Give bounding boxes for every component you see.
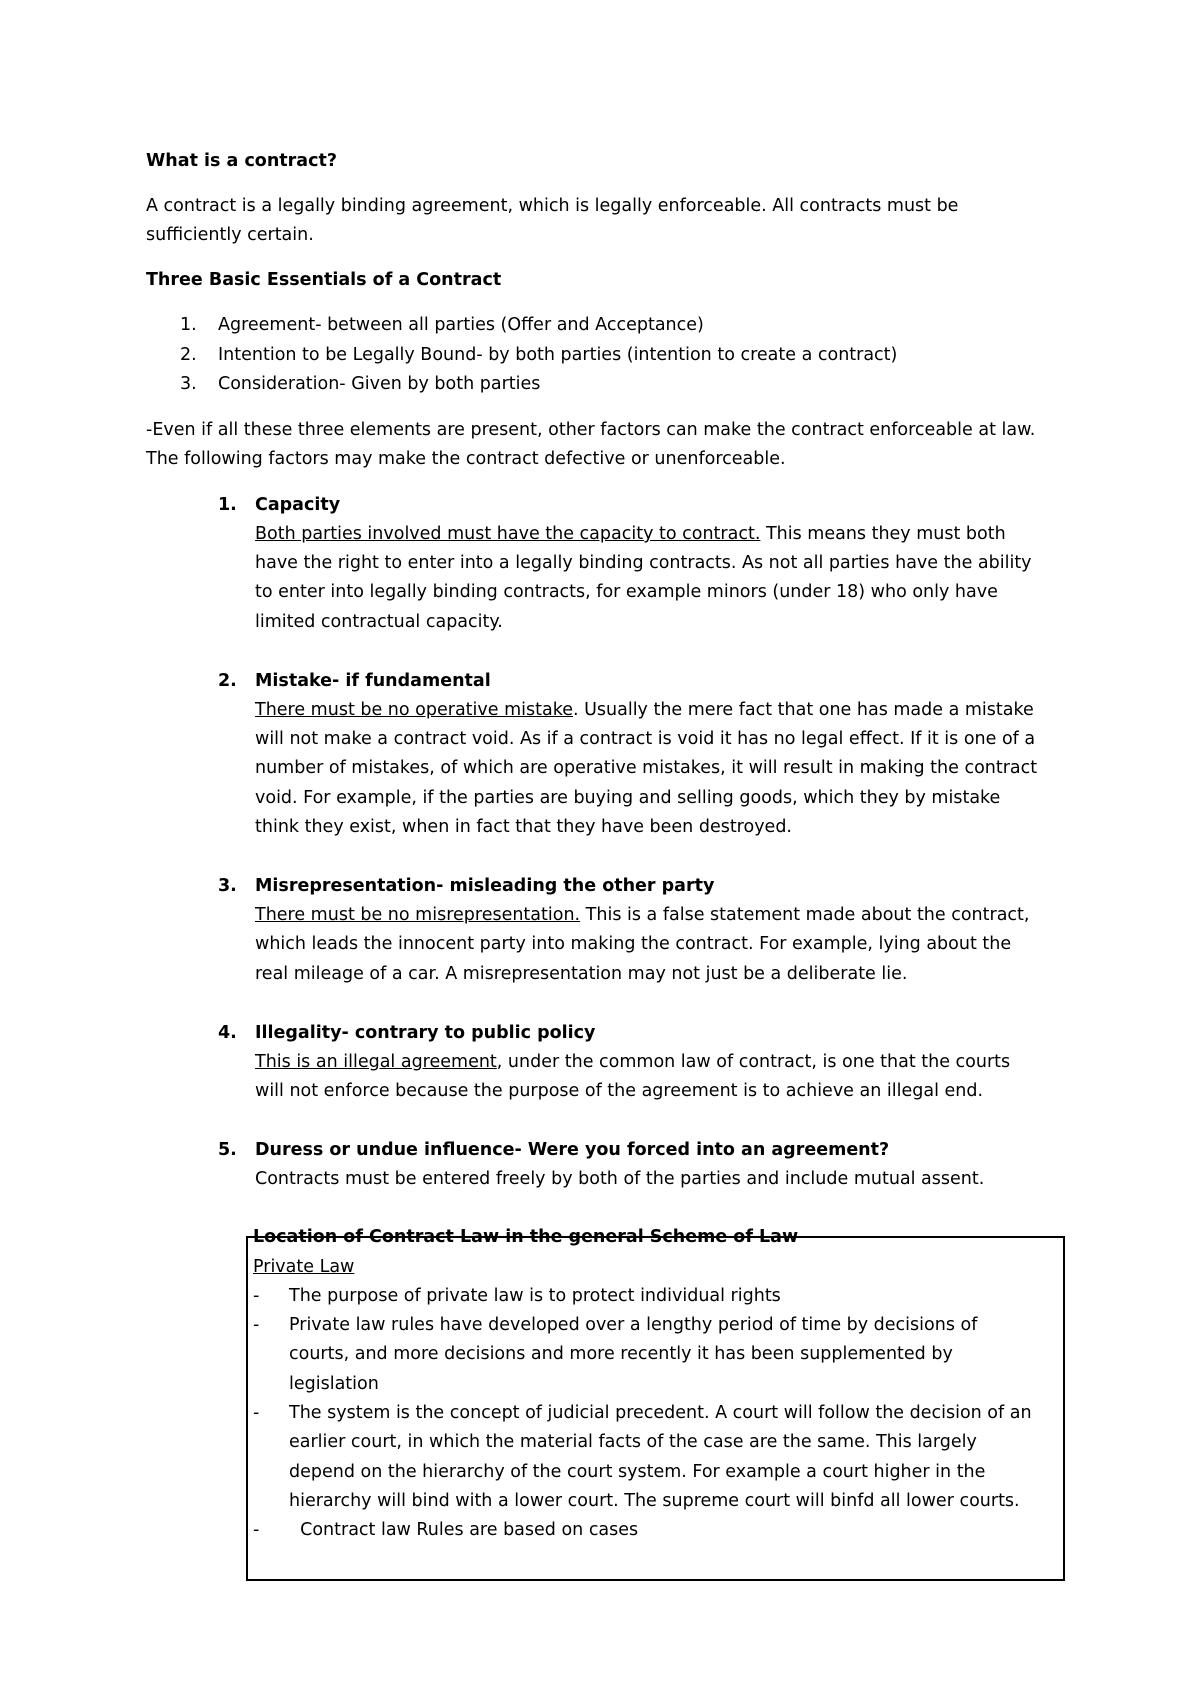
factor-first-line [255, 902, 1029, 928]
bullet-line: courts, and more decisions and more recently it has been supplemented by [289, 1344, 953, 1364]
factor-first-line [255, 521, 1006, 547]
factor-underlined-text: There must be no operative mistake [255, 700, 573, 720]
bullet-dash: - [253, 1286, 260, 1306]
factor-first-line [255, 697, 1034, 723]
bullet-line: Contract law Rules are based on cases [289, 1520, 639, 1540]
factor-line: to enter into legally binding contracts, for example minors (under 18) who only have [255, 582, 998, 602]
box-subheading: Private Law [253, 1257, 355, 1277]
factor-first-line [255, 1166, 984, 1192]
list-number: 2. [180, 345, 197, 365]
intro-line-1: A contract is a legally binding agreement, which is legally enforceable. All contracts must be [146, 196, 959, 216]
box-heading: Location of Contract Law in the general Scheme of Law [253, 1227, 799, 1247]
list-number: 1. [180, 315, 197, 335]
factor-line: will not make a contract void. As if a contract is void it has no legal effect. If it is one of a [255, 729, 1036, 749]
bullet-dash: - [253, 1403, 260, 1423]
factor-line: have the right to enter into a legally binding contracts. As not all parties have the ability [255, 553, 1032, 573]
list-item: Intention to be Legally Bound- by both parties (intention to create a contract) [218, 345, 898, 365]
bullet-line: Private law rules have developed over a lengthy period of time by decisions of [289, 1315, 978, 1335]
factor-heading: Capacity [255, 495, 341, 515]
bullet-line: legislation [289, 1374, 379, 1394]
factor-line: void. For example, if the parties are buying and selling goods, which they by mistake [255, 788, 1001, 808]
list-number: 3. [180, 374, 197, 394]
factor-underlined-text: Both parties involved must have the capacity to contract. [255, 524, 761, 544]
factor-line: think they exist, when in fact that they have been destroyed. [255, 817, 792, 837]
factor-text: This is a false statement made about the contract, [580, 905, 1030, 925]
factors-intro-line-2: The following factors may make the contract defective or unenforceable. [146, 449, 786, 469]
bullet-dash: - [253, 1315, 260, 1335]
factor-underlined-text: There must be no misrepresentation. [255, 905, 581, 925]
factor-heading: Mistake- if fundamental [255, 671, 491, 691]
bullet-line: depend on the hierarchy of the court system. For example a court higher in the [289, 1462, 986, 1482]
intro-line-2: sufficiently certain. [146, 225, 314, 245]
list-item: Agreement- between all parties (Offer and Acceptance) [218, 315, 704, 335]
essentials-heading: Three Basic Essentials of a Contract [146, 270, 502, 290]
factor-line: number of mistakes, of which are operative mistakes, it will result in making the contract [255, 758, 1038, 778]
bullet-line: The purpose of private law is to protect individual rights [289, 1286, 781, 1306]
factor-underlined-text: This is an illegal agreement [255, 1052, 497, 1072]
factors-intro-line-1: -Even if all these three elements are present, other factors can make the contract enforceable at law. [146, 420, 1036, 440]
bullet-line: hierarchy will bind with a lower court. The supreme court will binfd all lower courts. [289, 1491, 1020, 1511]
factor-line: which leads the innocent party into making the contract. For example, lying about the [255, 934, 1012, 954]
bullet-line: The system is the concept of judicial precedent. A court will follow the decision of an [289, 1403, 1032, 1423]
bullet-dash: - [253, 1520, 260, 1540]
factor-number: 3. [218, 876, 237, 896]
bullet-line: earlier court, in which the material facts of the case are the same. This largely [289, 1432, 977, 1452]
factor-line: real mileage of a car. A misrepresentation may not just be a deliberate lie. [255, 964, 908, 984]
factor-heading: Illegality- contrary to public policy [255, 1023, 596, 1043]
factor-first-line [255, 1049, 1010, 1075]
factor-line: will not enforce because the purpose of the agreement is to achieve an illegal end. [255, 1081, 984, 1101]
factor-heading: Misrepresentation- misleading the other party [255, 876, 715, 896]
factor-line: limited contractual capacity. [255, 612, 503, 632]
factor-number: 5. [218, 1140, 237, 1160]
list-item: Consideration- Given by both parties [218, 374, 541, 394]
factor-text: . Usually the mere fact that one has made a mistake [572, 700, 1034, 720]
page-title: What is a contract? [146, 151, 337, 171]
factor-number: 1. [218, 495, 237, 515]
factor-number: 4. [218, 1023, 237, 1043]
factor-text: This means they must both [760, 524, 1006, 544]
factor-text: , under the common law of contract, is one that the courts [496, 1052, 1011, 1072]
factor-number: 2. [218, 671, 237, 691]
factor-heading: Duress or undue influence- Were you forced into an agreement? [255, 1140, 890, 1160]
factor-text: Contracts must be entered freely by both of the parties and include mutual assent. [255, 1169, 985, 1189]
